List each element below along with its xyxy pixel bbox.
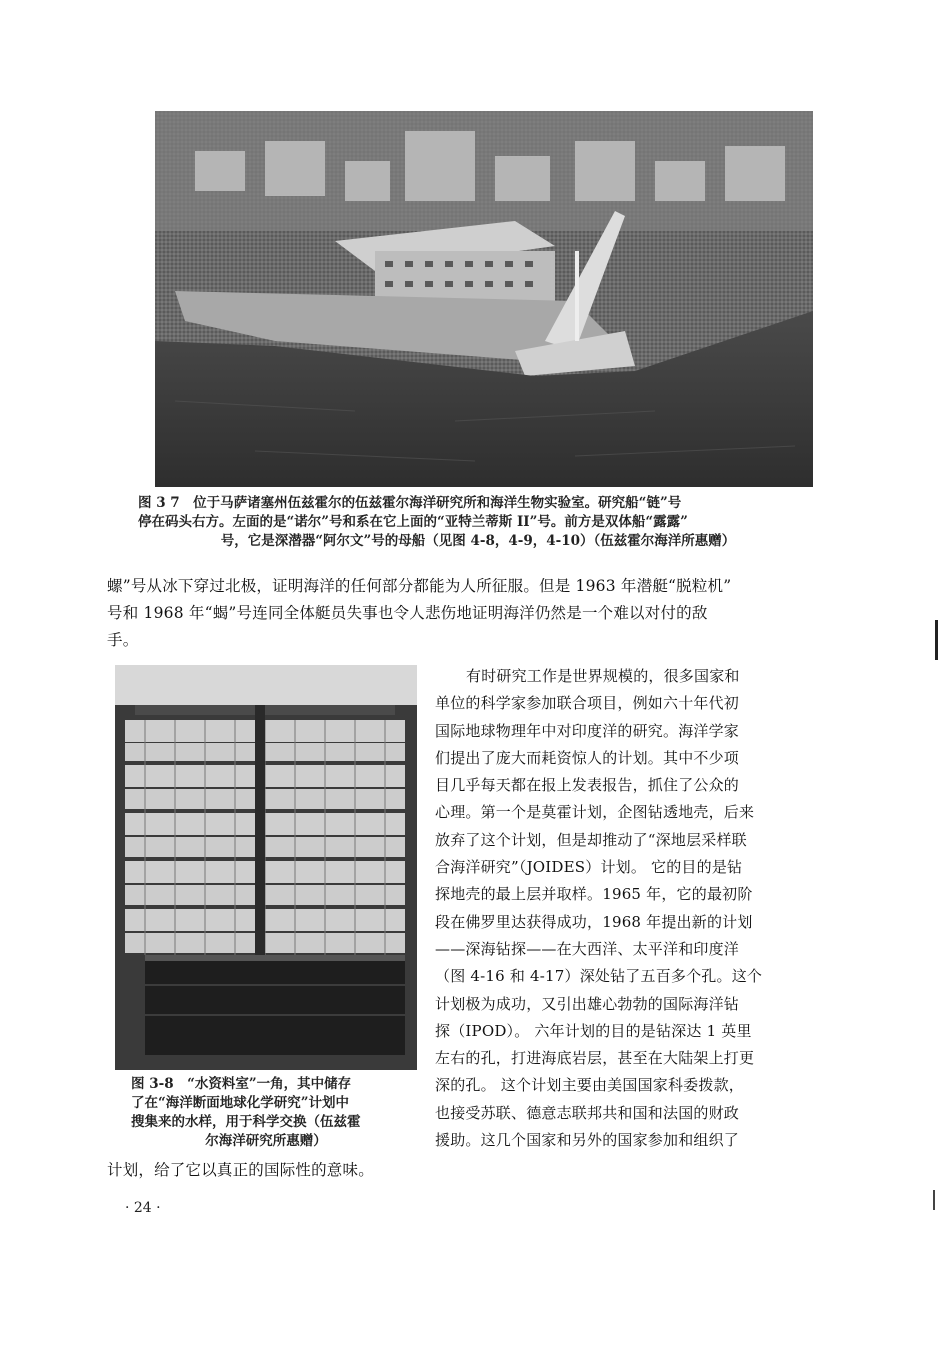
- text-line: 合海洋研究”（JOIDES）计划。 它的目的是钻: [435, 858, 743, 877]
- scan-mark: [935, 620, 938, 660]
- text-line: 也接受苏联、德意志联邦共和国和法国的财政: [435, 1103, 740, 1122]
- text-line: 援助。这几个国家和另外的国家参加和组织了: [435, 1131, 740, 1150]
- body-paragraph-right-column: [435, 663, 820, 1154]
- text-line: 手。: [107, 631, 139, 649]
- figure-3-8-caption: [131, 1075, 401, 1151]
- text-line: 目几乎每天都在报上发表报告，抓住了公众的: [435, 776, 740, 795]
- caption-line: 号，它是深潜器“阿尔文”号的母船（见图 4-8，4-9，4-10）（伍兹霍尔海洋所惠赠）: [220, 533, 736, 549]
- body-paragraph-last-line: [107, 1157, 607, 1184]
- text-line: 单位的科学家参加联合项目，例如六十年代初: [435, 694, 740, 713]
- text-line: 放弃了这个计划，但是却推动了“深地层采样联: [435, 830, 747, 849]
- text-line: （图 4-16 和 4-17）深处钻了五百多个孔。这个: [435, 967, 763, 986]
- text-line: 探地壳的最上层并取样。1965 年，它的最初阶: [435, 885, 753, 904]
- body-paragraph-full-width: [107, 573, 817, 654]
- caption-line: 尔海洋研究所惠赠）: [205, 1133, 327, 1149]
- text-line: 国际地球物理年中对印度洋的研究。海洋学家: [435, 721, 740, 740]
- text-line: 段在佛罗里达获得成功，1968 年提出新的计划: [435, 912, 753, 931]
- text-line: 探（IPOD）。 六年计划的目的是钻深达 1 英里: [435, 1021, 752, 1040]
- caption-line: 图 3 7 位于马萨诸塞州伍兹霍尔的伍兹霍尔海洋研究所和海洋生物实验室。研究船“链”号: [138, 495, 682, 511]
- text-line: 左右的孔，打进海底岩层，甚至在大陆架上打更: [435, 1049, 755, 1068]
- caption-line: 图 3-8 “水资料室”一角，其中储存: [131, 1076, 352, 1092]
- text-line: 计划，给了它以真正的国际性的意味。: [107, 1161, 374, 1179]
- water-sample-room-photo: [115, 665, 417, 1070]
- caption-line: 搜集来的水样，用于科学交换（伍兹霍: [131, 1114, 361, 1130]
- text-line: 计划极为成功，又引出雄心勃勃的国际海洋钻: [435, 994, 740, 1013]
- text-line: ——深海钻探——在大西洋、太平洋和印度洋: [435, 939, 740, 958]
- text-line: 们提出了庞大而耗资惊人的计划。其中不少项: [435, 748, 740, 767]
- text-line: 号和 1968 年“蝎”号连同全体艇员失事也令人悲伤地证明海洋仍然是一个难以对付的敌: [107, 604, 708, 622]
- page-number: · 24 ·: [125, 1200, 161, 1216]
- text-line: 心理。第一个是莫霍计划，企图钻透地壳，后来: [435, 803, 755, 822]
- scan-mark: [933, 1190, 935, 1210]
- text-line: 有时研究工作是世界规模的，很多国家和: [466, 667, 740, 685]
- figure-3-7-caption: [138, 494, 818, 551]
- text-line: 螺”号从冰下穿过北极，证明海洋的任何部分都能为人所征服。但是 1963 年潜艇“脱粒机”: [107, 577, 732, 595]
- caption-line: 了在“海洋断面地球化学研究”计划中: [131, 1095, 350, 1111]
- harbor-photo: [155, 111, 813, 487]
- text-line: 深的孔。 这个计划主要由美国国家科委拨款，: [435, 1076, 744, 1095]
- caption-line: 停在码头右方。左面的是“诺尔”号和系在它上面的“亚特兰蒂斯 II”号。前方是双体船“露露”: [138, 514, 688, 530]
